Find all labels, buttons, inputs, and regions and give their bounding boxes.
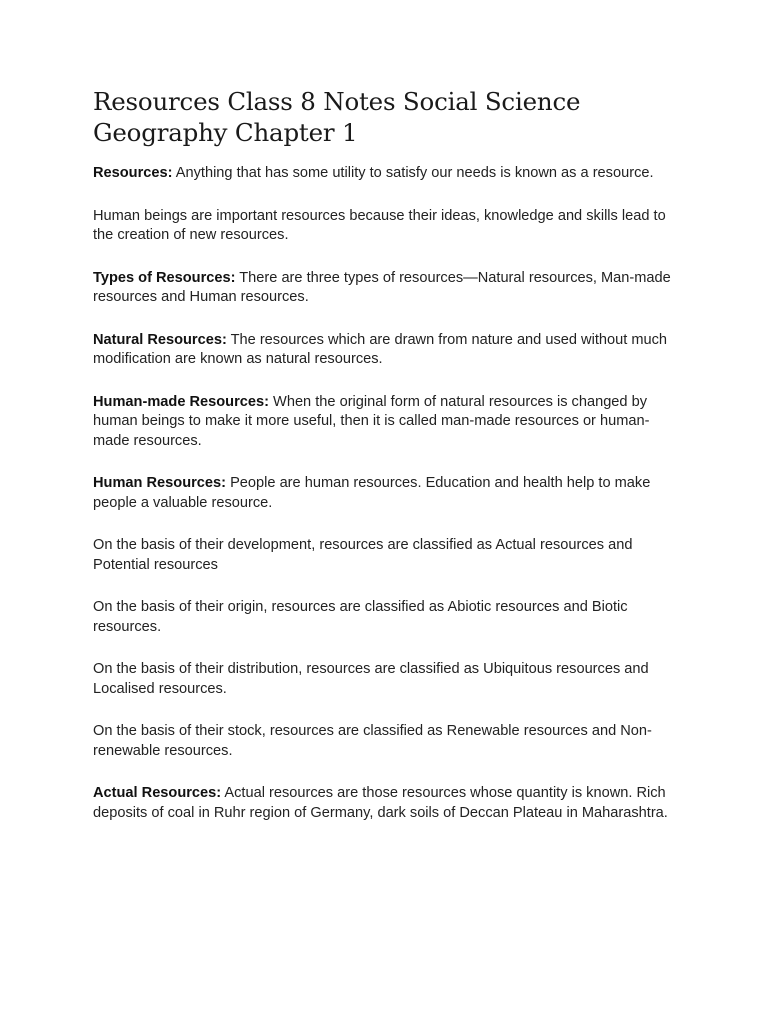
paragraph-text: People are human resources. Education and health help to make people a valuable resource. bbox=[93, 475, 651, 511]
paragraph-text: On the basis of their stock, resources are classified as Renewable resources and Non-renewable resources. bbox=[93, 723, 652, 759]
term-label: Human Resources: bbox=[93, 475, 227, 491]
page-title: Resources Class 8 Notes Social Science Geography Chapter 1 bbox=[93, 87, 581, 147]
paragraph-human-made-resources bbox=[93, 393, 683, 452]
paragraph-stock-basis bbox=[93, 722, 683, 761]
paragraph-text: Anything that has some utility to satisfy our needs is known as a resource. bbox=[172, 165, 654, 181]
term-label: Human-made Resources: bbox=[93, 393, 269, 410]
term-label: Types of Resources: bbox=[93, 269, 236, 286]
paragraph-resources bbox=[93, 164, 683, 184]
term-label: Natural Resources: bbox=[93, 331, 227, 348]
paragraph-text: When the original form of natural resources is changed by human beings to make it more useful, then it is called man-made resources or human-made resources. bbox=[93, 393, 650, 449]
document-page bbox=[93, 86, 683, 846]
paragraph-origin-basis bbox=[93, 598, 683, 637]
paragraph-development-basis bbox=[93, 536, 683, 575]
paragraph-human-beings bbox=[93, 207, 683, 246]
paragraph-human-resources bbox=[93, 474, 683, 513]
paragraph-text: Actual resources are those resources whose quantity is known. Rich deposits of coal in Ruhr region of Germany, dark soils of Deccan Plateau in Maharashtra. bbox=[93, 785, 668, 821]
paragraph-text: The resources which are drawn from nature and used without much modification are known as natural resources. bbox=[93, 331, 668, 367]
term-label: Resources: bbox=[93, 165, 173, 181]
term-label: Actual Resources: bbox=[93, 785, 222, 801]
paragraph-text: On the basis of their development, resources are classified as Actual resources and Potential resources bbox=[93, 537, 633, 573]
paragraph-text: There are three types of resources—Natural resources, Man-made resources and Human resources. bbox=[93, 269, 671, 305]
paragraph-distribution-basis bbox=[93, 660, 683, 699]
paragraph-natural-resources bbox=[93, 331, 683, 370]
paragraph-types-of-resources bbox=[93, 269, 683, 308]
paragraph-text: Human beings are important resources because their ideas, knowledge and skills lead to the creation of new resources. bbox=[93, 207, 666, 243]
paragraph-actual-resources bbox=[93, 784, 683, 823]
paragraph-text: On the basis of their origin, resources are classified as Abiotic resources and Biotic resources. bbox=[93, 599, 628, 635]
paragraph-text: On the basis of their distribution, resources are classified as Ubiquitous resources and Localised resources. bbox=[93, 661, 649, 697]
